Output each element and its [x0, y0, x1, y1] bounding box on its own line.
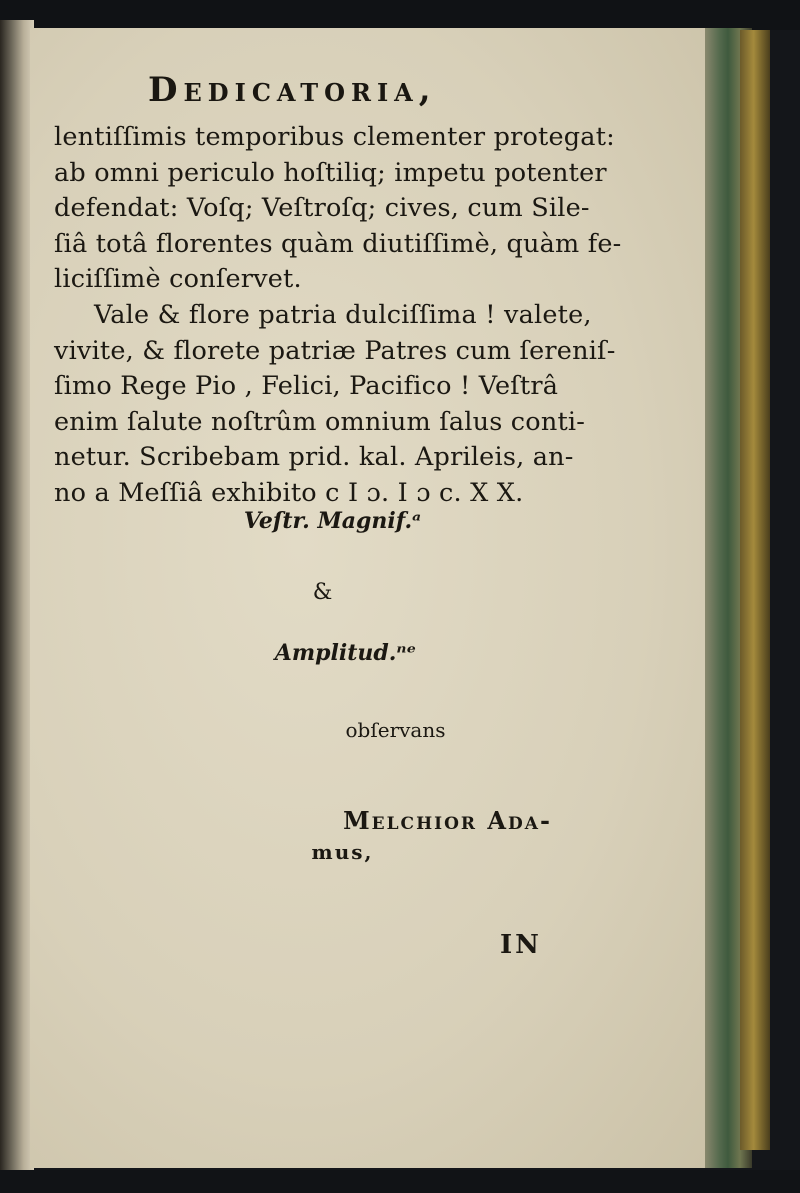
scan-background-bottom [0, 1170, 800, 1193]
signature-observans: obſervans [345, 718, 446, 742]
text-line: netur. Scribebam prid. kal. Aprileis, an- [54, 442, 574, 473]
text-line: vivite, & florete patriæ Patres cum ſereniſ- [54, 335, 616, 366]
text-line: ab omni periculo hoſtiliq; impetu potenter [54, 157, 607, 188]
text-line: ſiâ totâ florentes quàm diutiſſimè, quàm fe- [54, 228, 622, 259]
text-line: no a Meſſiâ exhibito c I ɔ. I ɔ c. X X. [54, 477, 524, 508]
signature-title-2: Amplitud.ⁿᵉ [274, 640, 417, 666]
book-page [30, 28, 705, 1168]
text-line: liciſſimè conſervet. [54, 264, 302, 295]
text-line: enim ſalute noſtrûm omnium ſalus conti- [54, 406, 586, 437]
scan-background-top [0, 0, 800, 30]
author-name-cont: mus, [311, 840, 374, 864]
text-line: lentiſſimis temporibus clementer protegat: [54, 122, 615, 152]
text-line: ſimo Rege Pio , Felici, Pacifico ! Veſtrâ [54, 371, 559, 402]
signature-title: Veſtr. Magnif.ᵃ [243, 508, 422, 534]
catchword: IN [500, 930, 542, 960]
dedication-text [54, 120, 694, 512]
text-line: Vale & flore patria dulciſſima ! valete, [94, 299, 592, 330]
running-head: Dedicatoria, [148, 70, 437, 110]
author-name: Melchior Ada- [343, 806, 552, 835]
book-cover-edge [740, 30, 770, 1150]
text-line: defendat: Voſq; Veſtroſq; cives, cum Sile- [54, 193, 590, 224]
signature-ampersand: & [312, 580, 333, 605]
